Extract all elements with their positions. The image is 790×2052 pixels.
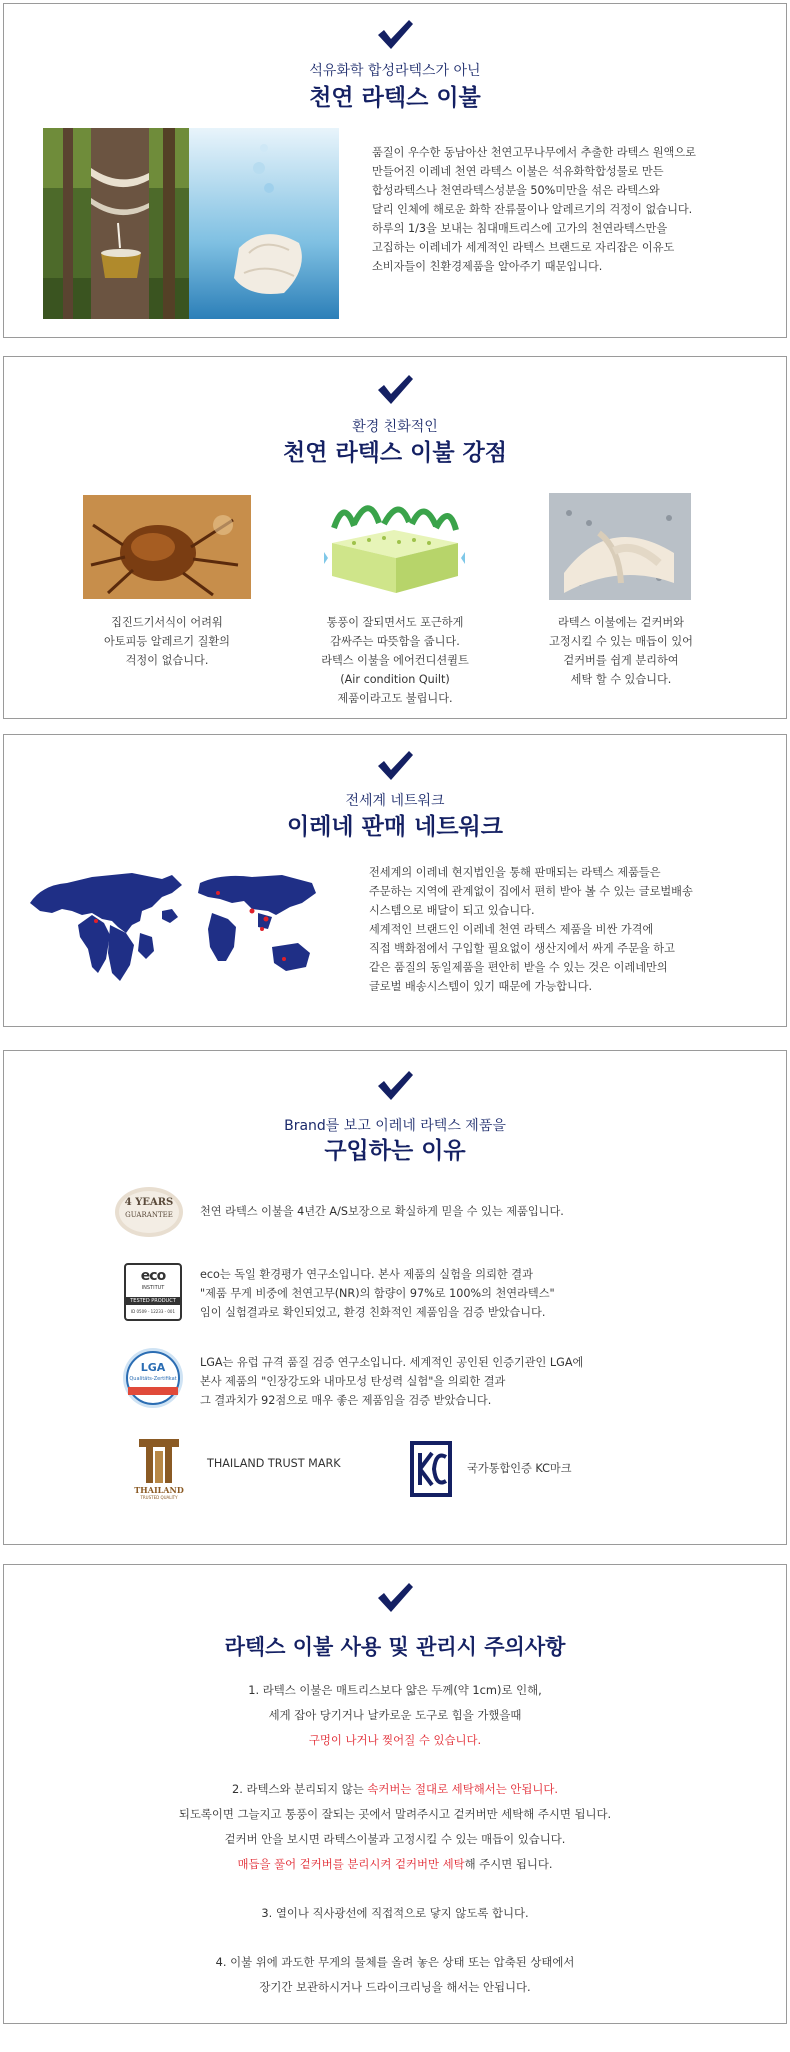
section-care-instructions — [3, 1564, 787, 2024]
paragraph-line: 직접 백화점에서 구입할 필요없이 생산지에서 싸게 주문을 하고 — [369, 942, 675, 955]
paragraph-line: 본사 제품의 "인장강도와 내마모성 탄성력 실험"을 의뢰한 결과 — [200, 1375, 506, 1388]
checkmark-icon — [375, 373, 415, 407]
caption-line: 라텍스 이불에는 겉커버와 — [558, 616, 684, 629]
rubber-tree-image — [43, 128, 189, 319]
lga-badge-main: LGA — [140, 1361, 166, 1374]
care-note-line: 4. 이불 위에 과도한 무게의 물체를 올려 놓은 상태 또는 압축된 상태에서 — [215, 1955, 575, 1969]
caption-line: (Air condition Quilt) — [340, 673, 450, 686]
kc-mark-label: 국가통합인증 KC마크 — [467, 1462, 572, 1475]
care-note-text: 2. 라텍스와 분리되지 않는 — [232, 1782, 368, 1796]
paragraph-line: 품질이 우수한 동남아산 천연고무나무에서 추출한 라텍스 원액으로 — [372, 146, 696, 159]
warranty-badge-line1: 4 YEARS — [124, 1197, 174, 1208]
care-note-warning: 매듭을 풀어 겉커버를 분리시켜 겉커버만 세탁 — [237, 1857, 465, 1871]
strength-caption-3 — [518, 613, 724, 689]
lga-badge-sub: Qualitäts-Zertifikat — [129, 1376, 177, 1382]
section-strengths — [3, 356, 787, 719]
washing-image — [549, 493, 691, 600]
latex-water-image — [189, 128, 339, 319]
section-title: 라텍스 이불 사용 및 관리시 주의사항 — [224, 1635, 566, 1659]
paragraph-line: 주문하는 지역에 관계없이 집에서 편히 받아 볼 수 있는 글로벌배송 — [369, 885, 693, 898]
thailand-trust-mark-label: THAILAND TRUST MARK — [207, 1457, 341, 1470]
caption-line: 고정시킬 수 있는 매듭이 있어 — [549, 635, 693, 648]
checkmark-icon — [375, 18, 415, 52]
care-note-line: 세게 잡아 당기거나 날카로운 도구로 힘을 가했을때 — [268, 1708, 522, 1722]
paragraph-line: 전세계의 이레네 현지법인을 통해 판매되는 라텍스 제품들은 — [369, 866, 661, 879]
thailand-badge-name: THAILAND — [134, 1485, 184, 1495]
care-note-line — [4, 1852, 786, 1877]
section-eyebrow: 환경 친화적인 — [352, 419, 438, 435]
paragraph-line: 글로벌 배송시스템이 있기 때문에 가능합니다. — [369, 980, 593, 993]
paragraph-line: 시스템으로 배달이 되고 있습니다. — [369, 904, 535, 917]
section-natural-latex — [3, 3, 787, 338]
strength-caption-1 — [64, 613, 270, 670]
caption-line: 아토피등 알레르기 질환의 — [104, 635, 230, 648]
paragraph-line: 그 결과치가 92점으로 매우 좋은 제품임을 검증 받았습니다. — [200, 1394, 492, 1407]
paragraph-line: 소비자들이 친환경제품을 알아주기 때문입니다. — [372, 260, 603, 273]
caption-line: 걱정이 없습니다. — [125, 654, 209, 667]
lga-badge-icon — [122, 1347, 184, 1409]
paragraph-line: 하루의 1/3을 보내는 침대매트리스에 고가의 천연라텍스만을 — [372, 222, 668, 235]
latex-block-image — [324, 488, 465, 606]
caption-line: 겉커버를 쉽게 분리하여 — [563, 654, 679, 667]
checkmark-icon — [375, 1581, 415, 1615]
care-note-line: 겉커버 안을 보시면 라텍스이불과 고정시킬 수 있는 매듭이 있습니다. — [224, 1832, 566, 1846]
paragraph-line: 임이 실험결과로 확인되었고, 환경 친화적인 제품임을 검증 받았습니다. — [200, 1306, 546, 1319]
care-note-line: 되도록이면 그늘지고 통풍이 잘되는 곳에서 말려주시고 겉커버만 세탁해 주시면 됩니다. — [178, 1807, 612, 1821]
care-note-line: 1. 라텍스 이불은 매트리스보다 얇은 두께(약 1cm)로 인해, — [248, 1683, 542, 1697]
section-brand-reasons — [3, 1050, 787, 1545]
section-title: 천연 라텍스 이불 강점 — [283, 440, 507, 466]
care-note-line: 3. 열이나 직사광선에 직접적으로 닿지 않도록 합니다. — [261, 1906, 529, 1920]
section-eyebrow: 전세계 네트워크 — [345, 793, 445, 809]
dust-mite-image — [83, 495, 251, 599]
paragraph-line: 합성라텍스나 천연라텍스성분을 50%미만을 섞은 라텍스와 — [372, 184, 660, 197]
care-note-warning: 속커버는 절대로 세탁해서는 안됩니다. — [367, 1782, 558, 1796]
paragraph-line: eco는 독일 환경평가 연구소입니다. 본사 제품의 실험을 의뢰한 결과 — [200, 1268, 533, 1281]
caption-line: 제품이라고도 불립니다. — [337, 692, 453, 705]
section-eyebrow: 석유화학 합성라텍스가 아닌 — [309, 63, 481, 79]
world-map-image — [22, 863, 322, 991]
lga-text — [200, 1353, 583, 1410]
caption-line: 감싸주는 따뜻함을 줍니다. — [330, 635, 460, 648]
eco-badge-code: ID 0509 - 12233 - 001 — [130, 1309, 176, 1314]
care-note-warning: 구멍이 나거나 찢어질 수 있습니다. — [308, 1733, 482, 1747]
care-notes — [4, 1678, 786, 2000]
thailand-trust-mark-icon — [128, 1437, 190, 1503]
paragraph-line: 고집하는 이레네가 세계적인 라텍스 브랜드로 자리잡은 이유도 — [372, 241, 675, 254]
warranty-badge-icon — [112, 1185, 186, 1239]
checkmark-icon — [375, 1069, 415, 1103]
caption-line: 집진드기서식이 어려워 — [111, 616, 223, 629]
paragraph-line: 같은 품질의 동일제품을 편안히 받을 수 있는 것은 이레네만의 — [369, 961, 668, 974]
caption-line: 통풍이 잘되면서도 포근하게 — [326, 616, 464, 629]
natural-latex-description — [372, 143, 696, 276]
kc-mark-icon — [408, 1439, 454, 1499]
paragraph-line: 달리 인체에 해로운 화학 잔류물이나 알레르기의 걱정이 없습니다. — [372, 203, 693, 216]
care-note-line: 장기간 보관하시거나 드라이크리닝을 해서는 안됩니다. — [259, 1980, 531, 1994]
care-note-line — [4, 1777, 786, 1802]
eco-badge-main: eco — [140, 1268, 166, 1284]
paragraph-line: "제품 무게 비중에 천연고무(NR)의 함량이 97%로 100%의 천연라텍스" — [200, 1287, 555, 1300]
warranty-badge-line2: GUARANTEE — [125, 1211, 173, 1219]
thailand-badge-sub: TRUSTED QUALITY — [140, 1495, 178, 1500]
care-note-text: 해 주시면 됩니다. — [464, 1857, 553, 1871]
eco-institut-badge-icon — [124, 1263, 182, 1321]
checkmark-icon — [375, 749, 415, 783]
section-title: 천연 라텍스 이불 — [309, 85, 481, 111]
caption-line: 라텍스 이불을 에어컨디션퀼트 — [321, 654, 469, 667]
eco-badge-line: TESTED PRODUCT — [126, 1297, 180, 1305]
paragraph-line: 만들어진 이레네 천연 라텍스 이불은 석유화학합성물로 만든 — [372, 165, 664, 178]
section-eyebrow: Brand를 보고 이레네 라텍스 제품을 — [284, 1118, 506, 1134]
warranty-text — [200, 1202, 564, 1221]
section-title: 이레네 판매 네트워크 — [287, 814, 503, 840]
caption-line: 세탁 할 수 있습니다. — [570, 673, 672, 686]
strength-caption-2 — [292, 613, 498, 708]
eco-text — [200, 1265, 555, 1322]
section-network — [3, 734, 787, 1027]
paragraph-line: LGA는 유럽 규격 품질 검증 연구소입니다. 세계적인 공인된 인증기관인 LGA에 — [200, 1356, 584, 1369]
section-title: 구입하는 이유 — [324, 1138, 466, 1164]
paragraph-line: 천연 라텍스 이불을 4년간 A/S보장으로 확실하게 믿을 수 있는 제품입니다. — [200, 1205, 564, 1218]
paragraph-line: 세계적인 브랜드인 이레네 천연 라텍스 제품을 비싼 가격에 — [369, 923, 654, 936]
network-description — [369, 863, 693, 996]
eco-badge-sub: INSTITUT — [141, 1285, 165, 1291]
